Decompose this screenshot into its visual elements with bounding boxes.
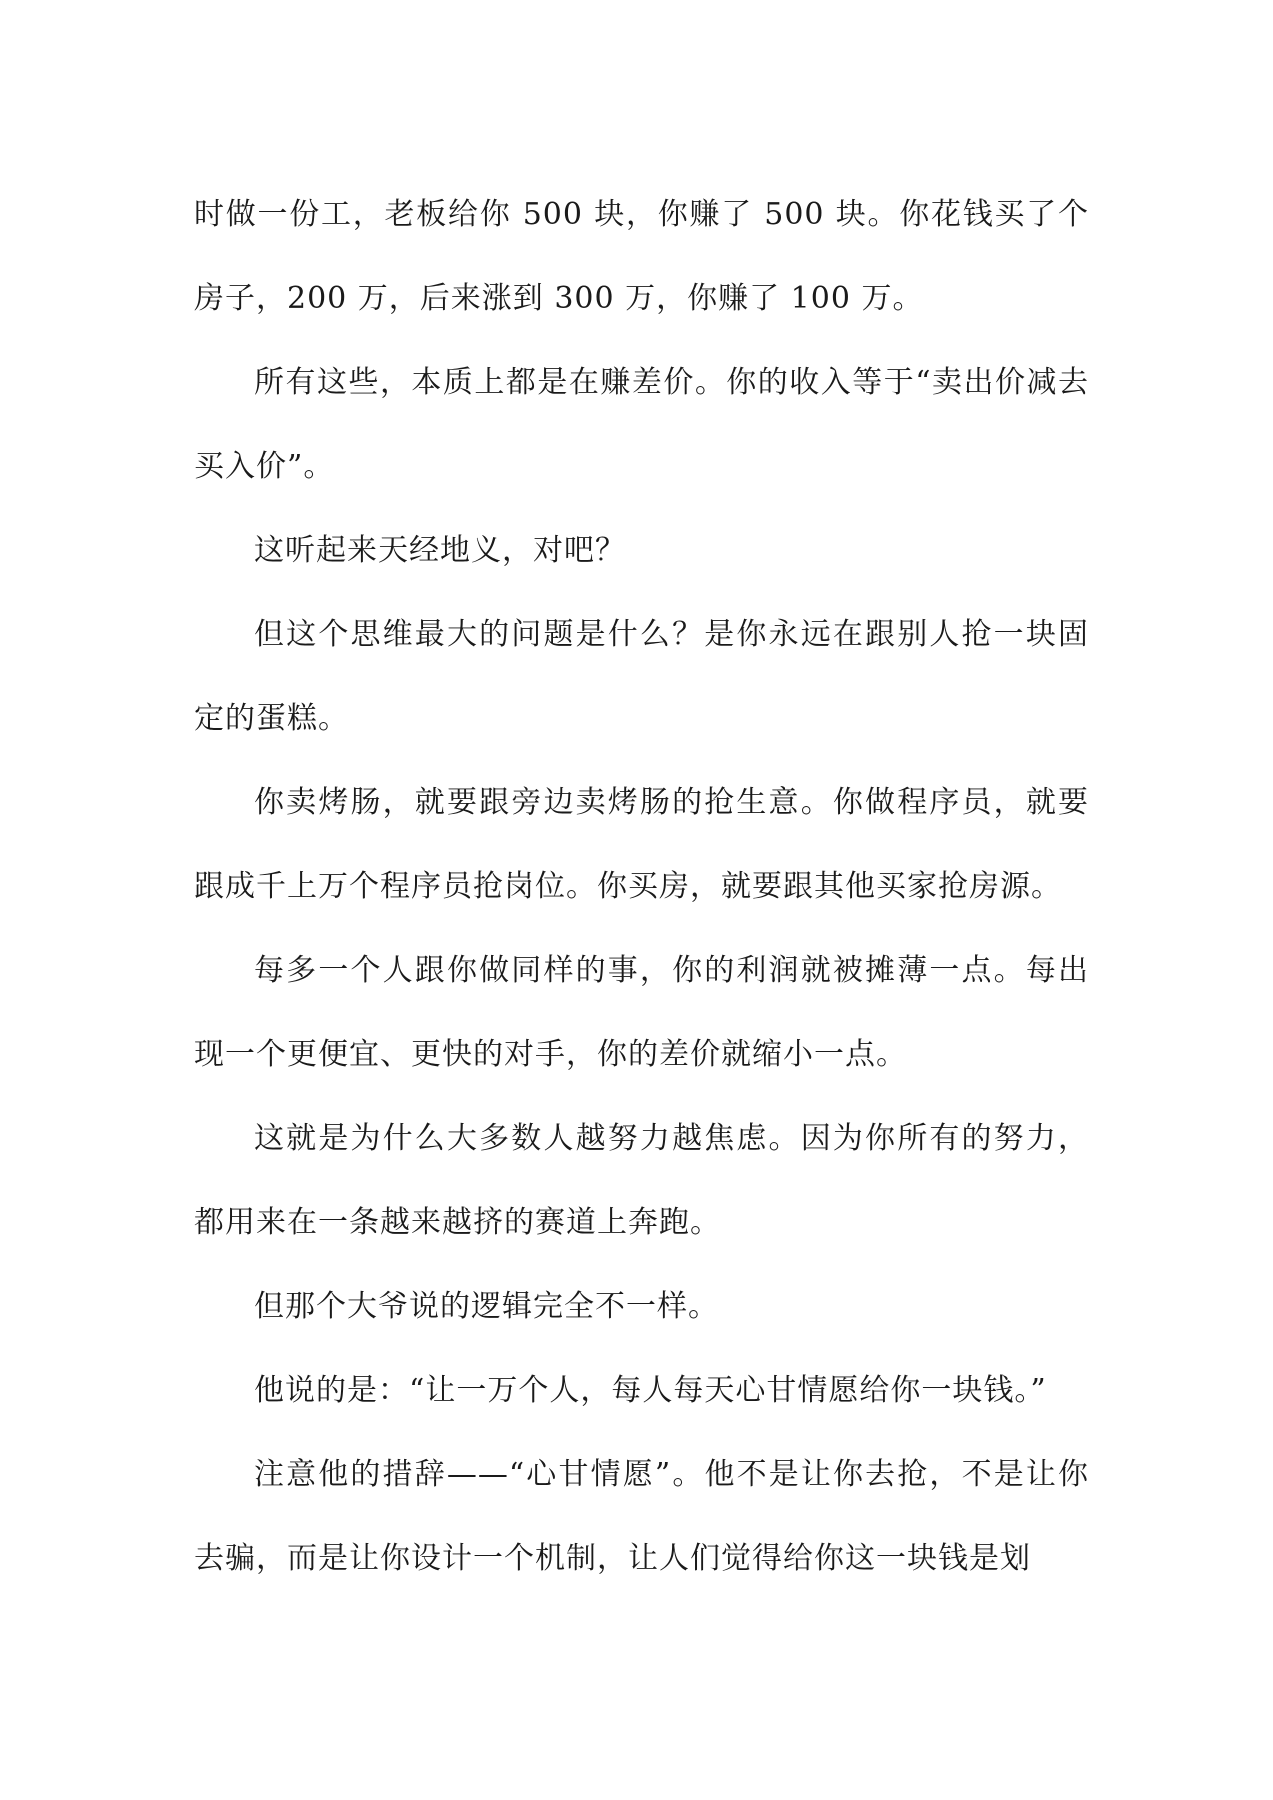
paragraph: 所有这些，本质上都是在赚差价。你的收入等于“卖出价减去买入价”。 bbox=[194, 365, 1089, 484]
paragraph: 每多一个人跟你做同样的事，你的利润就被摊薄一点。每出现一个更便宜、更快的对手，你的差价就缩小一点。 bbox=[194, 953, 1089, 1072]
paragraph: 这就是为什么大多数人越努力越焦虑。因为你所有的努力，都用来在一条越来越挤的赛道上奔跑。 bbox=[194, 1121, 1089, 1240]
paragraph: 这听起来天经地义，对吧？ bbox=[254, 533, 626, 568]
paragraph: 你卖烤肠，就要跟旁边卖烤肠的抢生意。你做程序员，就要跟成千上万个程序员抢岗位。你买房，就要跟其他买家抢房源。 bbox=[194, 785, 1089, 904]
paragraph: 他说的是：“让一万个人，每人每天心甘情愿给你一块钱。” bbox=[254, 1373, 1047, 1408]
body-text bbox=[194, 173, 1089, 1601]
paragraph: 注意他的措辞——“心甘情愿”。他不是让你去抢，不是让你去骗，而是让你设计一个机制，让人们觉得给你这一块钱是划 bbox=[194, 1457, 1089, 1576]
paragraph: 但那个大爷说的逻辑完全不一样。 bbox=[254, 1289, 719, 1324]
paragraph: 时做一份工，老板给你 500 块，你赚了 500 块。你花钱买了个房子，200 万，后来涨到 300 万，你赚了 100 万。 bbox=[194, 197, 1089, 316]
paragraph: 但这个思维最大的问题是什么？是你永远在跟别人抢一块固定的蛋糕。 bbox=[194, 617, 1089, 736]
